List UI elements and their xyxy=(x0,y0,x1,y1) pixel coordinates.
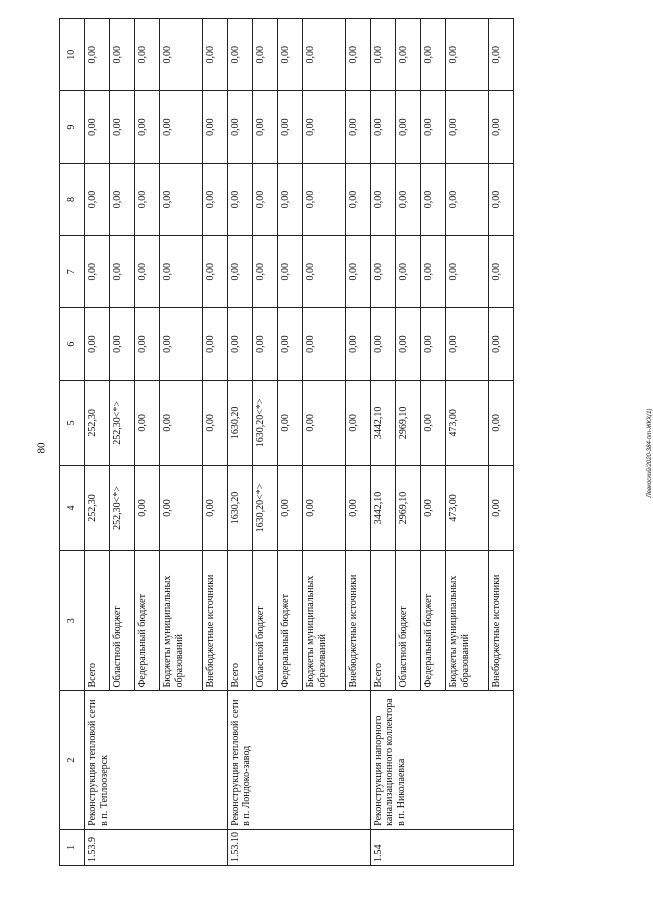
value-cell: 0,00 xyxy=(135,465,160,550)
value-cell: 0,00 xyxy=(202,236,227,308)
value-cell: 0,00 xyxy=(135,91,160,163)
value-cell: 2969,10 xyxy=(396,380,421,465)
value-cell: 0,00 xyxy=(488,163,513,235)
value-cell: 0,00 xyxy=(135,236,160,308)
value-cell: 0,00 xyxy=(278,91,303,163)
value-cell: 0,00 xyxy=(253,19,278,91)
financing-table xyxy=(59,18,514,866)
value-cell: 1630,20<*> xyxy=(253,380,278,465)
value-cell: 0,00 xyxy=(110,308,135,380)
value-cell: 0,00 xyxy=(421,308,446,380)
funding-source: Внебюджетные источники xyxy=(488,551,513,691)
header-row xyxy=(60,19,85,866)
funding-source: Всего xyxy=(227,551,252,691)
value-cell: 0,00 xyxy=(488,91,513,163)
value-cell: 0,00 xyxy=(227,19,252,91)
value-cell: 0,00 xyxy=(278,19,303,91)
col-header: 4 xyxy=(60,465,85,550)
item-name: Реконструкция тепловой сети в п. Лондоко-завод xyxy=(227,691,370,829)
value-cell: 0,00 xyxy=(253,308,278,380)
value-cell: 252,30<*> xyxy=(110,465,135,550)
value-cell: 0,00 xyxy=(202,308,227,380)
table-viewport xyxy=(59,18,514,866)
table-row xyxy=(227,19,252,866)
value-cell: 0,00 xyxy=(202,19,227,91)
rotated-page xyxy=(59,18,514,866)
value-cell: 0,00 xyxy=(488,380,513,465)
value-cell: 0,00 xyxy=(370,91,395,163)
value-cell: 0,00 xyxy=(370,236,395,308)
value-cell: 0,00 xyxy=(370,308,395,380)
value-cell: 0,00 xyxy=(488,236,513,308)
value-cell: 0,00 xyxy=(278,308,303,380)
value-cell: 0,00 xyxy=(227,308,252,380)
value-cell: 0,00 xyxy=(253,163,278,235)
value-cell: 0,00 xyxy=(370,19,395,91)
value-cell: 0,00 xyxy=(345,308,370,380)
col-header: 6 xyxy=(60,308,85,380)
value-cell: 0,00 xyxy=(303,465,346,550)
value-cell: 2969,10 xyxy=(396,465,421,550)
funding-source: Бюджеты муниципальных образований xyxy=(160,551,203,691)
funding-source: Бюджеты муниципальных образований xyxy=(446,551,489,691)
value-cell: 0,00 xyxy=(110,236,135,308)
value-cell: 0,00 xyxy=(488,308,513,380)
value-cell: 0,00 xyxy=(202,380,227,465)
value-cell: 0,00 xyxy=(446,19,489,91)
value-cell: 0,00 xyxy=(396,236,421,308)
value-cell: 1630,20 xyxy=(227,465,252,550)
value-cell: 0,00 xyxy=(160,19,203,91)
value-cell: 0,00 xyxy=(446,163,489,235)
value-cell: 0,00 xyxy=(227,91,252,163)
col-header: 5 xyxy=(60,380,85,465)
value-cell: 0,00 xyxy=(202,465,227,550)
value-cell: 0,00 xyxy=(303,163,346,235)
col-header: 10 xyxy=(60,19,85,91)
value-cell: 0,00 xyxy=(303,19,346,91)
value-cell: 0,00 xyxy=(278,380,303,465)
value-cell: 1630,20<*> xyxy=(253,465,278,550)
funding-source: Областной бюджет xyxy=(110,551,135,691)
table-row xyxy=(85,19,110,866)
page-number: 80 xyxy=(35,442,48,454)
value-cell: 252,30<*> xyxy=(110,380,135,465)
value-cell: 0,00 xyxy=(345,19,370,91)
document-reference: Левкоский/2020-384-пт-ЖКХ(1) xyxy=(647,408,653,498)
value-cell: 0,00 xyxy=(303,380,346,465)
col-header: 7 xyxy=(60,236,85,308)
funding-source: Областной бюджет xyxy=(396,551,421,691)
funding-source: Федеральный бюджет xyxy=(278,551,303,691)
value-cell: 0,00 xyxy=(345,236,370,308)
value-cell: 0,00 xyxy=(345,163,370,235)
value-cell: 0,00 xyxy=(396,91,421,163)
value-cell: 0,00 xyxy=(303,91,346,163)
value-cell: 0,00 xyxy=(345,465,370,550)
value-cell: 0,00 xyxy=(278,465,303,550)
funding-source: Бюджеты муниципальных образований xyxy=(303,551,346,691)
funding-source: Всего xyxy=(85,551,110,691)
value-cell: 0,00 xyxy=(227,236,252,308)
value-cell: 0,00 xyxy=(446,236,489,308)
value-cell: 0,00 xyxy=(345,380,370,465)
value-cell: 0,00 xyxy=(160,465,203,550)
value-cell: 3442,10 xyxy=(370,380,395,465)
value-cell: 0,00 xyxy=(396,308,421,380)
value-cell: 0,00 xyxy=(160,91,203,163)
value-cell: 0,00 xyxy=(421,380,446,465)
value-cell: 0,00 xyxy=(421,236,446,308)
value-cell: 252,30 xyxy=(85,380,110,465)
value-cell: 0,00 xyxy=(446,308,489,380)
value-cell: 252,30 xyxy=(85,465,110,550)
funding-source: Федеральный бюджет xyxy=(421,551,446,691)
value-cell: 0,00 xyxy=(160,236,203,308)
value-cell: 0,00 xyxy=(160,308,203,380)
value-cell: 0,00 xyxy=(370,163,395,235)
item-number: 1.53.9 xyxy=(85,829,228,865)
value-cell: 0,00 xyxy=(202,163,227,235)
col-header: 2 xyxy=(60,691,85,829)
value-cell: 0,00 xyxy=(135,19,160,91)
value-cell: 0,00 xyxy=(396,163,421,235)
value-cell: 0,00 xyxy=(488,19,513,91)
value-cell: 0,00 xyxy=(253,91,278,163)
funding-source: Федеральный бюджет xyxy=(135,551,160,691)
value-cell: 0,00 xyxy=(421,91,446,163)
item-name: Реконструкция тепловой сети в п. Теплоозерск xyxy=(85,691,228,829)
value-cell: 0,00 xyxy=(303,308,346,380)
value-cell: 0,00 xyxy=(446,91,489,163)
value-cell: 0,00 xyxy=(85,91,110,163)
value-cell: 0,00 xyxy=(488,465,513,550)
value-cell: 0,00 xyxy=(135,380,160,465)
value-cell: 473,00 xyxy=(446,380,489,465)
col-header: 3 xyxy=(60,551,85,691)
value-cell: 0,00 xyxy=(160,163,203,235)
item-number: 1.54 xyxy=(370,829,513,865)
value-cell: 0,00 xyxy=(85,308,110,380)
value-cell: 0,00 xyxy=(396,19,421,91)
col-header: 8 xyxy=(60,163,85,235)
value-cell: 0,00 xyxy=(202,91,227,163)
value-cell: 0,00 xyxy=(303,236,346,308)
value-cell: 0,00 xyxy=(110,19,135,91)
value-cell: 0,00 xyxy=(227,163,252,235)
value-cell: 0,00 xyxy=(345,91,370,163)
value-cell: 0,00 xyxy=(421,465,446,550)
value-cell: 0,00 xyxy=(135,163,160,235)
col-header: 1 xyxy=(60,829,85,865)
value-cell: 0,00 xyxy=(160,380,203,465)
value-cell: 0,00 xyxy=(85,19,110,91)
funding-source: Внебюджетные источники xyxy=(202,551,227,691)
item-number: 1.53.10 xyxy=(227,829,370,865)
funding-source: Всего xyxy=(370,551,395,691)
value-cell: 0,00 xyxy=(135,308,160,380)
funding-source: Областной бюджет xyxy=(253,551,278,691)
col-header: 9 xyxy=(60,91,85,163)
value-cell: 0,00 xyxy=(278,236,303,308)
value-cell: 0,00 xyxy=(278,163,303,235)
value-cell: 0,00 xyxy=(110,163,135,235)
funding-source: Внебюджетные источники xyxy=(345,551,370,691)
item-name: Реконструкция напорного канализационного коллектора в п. Николаевка xyxy=(370,691,513,829)
value-cell: 0,00 xyxy=(253,236,278,308)
value-cell: 473,00 xyxy=(446,465,489,550)
value-cell: 0,00 xyxy=(85,163,110,235)
value-cell: 0,00 xyxy=(421,19,446,91)
value-cell: 0,00 xyxy=(421,163,446,235)
value-cell: 0,00 xyxy=(85,236,110,308)
value-cell: 1630,20 xyxy=(227,380,252,465)
table-row xyxy=(370,19,395,866)
value-cell: 0,00 xyxy=(110,91,135,163)
value-cell: 3442,10 xyxy=(370,465,395,550)
